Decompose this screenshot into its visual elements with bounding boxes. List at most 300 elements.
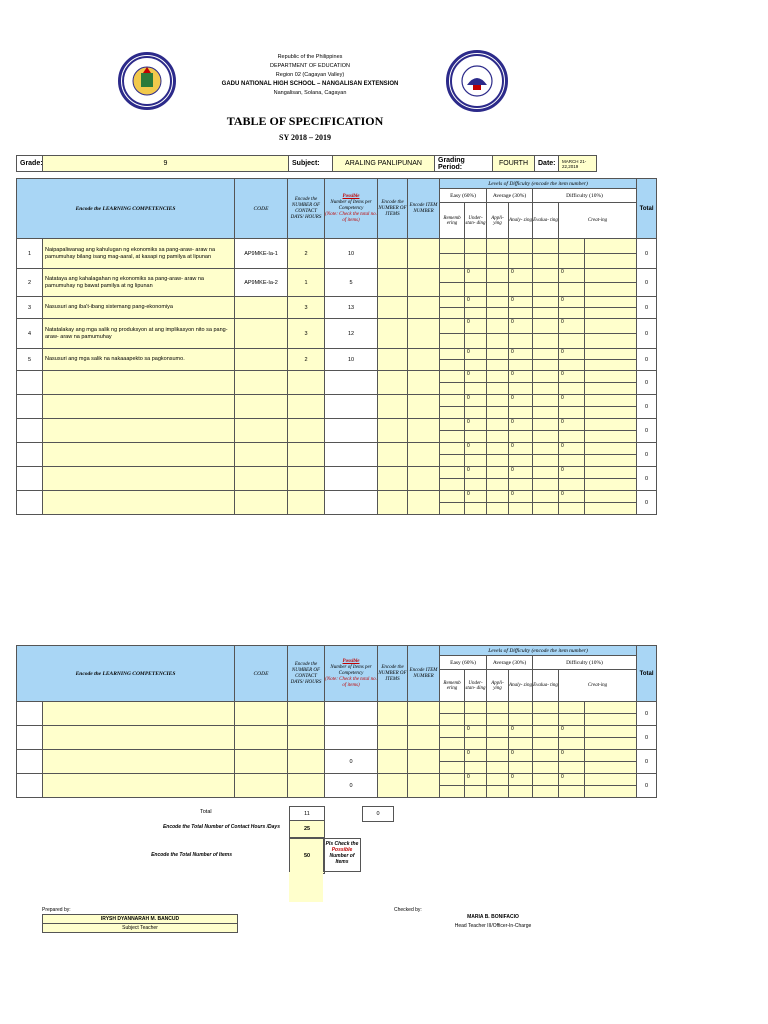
level-cell[interactable] — [509, 702, 533, 726]
blank-yellow-cell — [289, 872, 323, 902]
zero-marker: 0 — [561, 319, 564, 325]
code-cell[interactable] — [235, 774, 288, 798]
analyze-header: Analy- zing — [509, 203, 533, 239]
level-cell[interactable] — [559, 750, 585, 774]
zero-marker: 0 — [561, 349, 564, 355]
level-cell[interactable] — [533, 774, 559, 798]
row-total: 0 — [637, 726, 657, 750]
contact-hours-input[interactable]: 25 — [289, 820, 325, 838]
level-cell[interactable] — [487, 395, 509, 419]
days-cell[interactable] — [288, 371, 325, 395]
zero-marker: 0 — [511, 726, 514, 732]
item-number-cell[interactable] — [408, 419, 440, 443]
evaluate-header: Evalua- ting — [533, 203, 559, 239]
days-header: Encode the NUMBER OF CONTACT DAYS/ HOURS — [288, 179, 325, 239]
level-cell[interactable] — [509, 395, 533, 419]
num-items-header-2: Encode the NUMBER OF ITEMS — [378, 646, 408, 702]
zero-marker: 0 — [561, 297, 564, 303]
analyze-header-2: Analy- zing — [509, 670, 533, 702]
level-cell[interactable] — [559, 726, 585, 750]
item-number-cell[interactable] — [408, 297, 440, 319]
code-cell[interactable]: AP9MKE-Ia-2 — [235, 269, 288, 297]
level-cell[interactable] — [585, 491, 637, 515]
school-header — [190, 53, 430, 98]
zero-marker: 0 — [511, 269, 514, 275]
level-cell[interactable] — [487, 371, 509, 395]
table-row — [17, 269, 657, 297]
level-cell[interactable] — [509, 239, 533, 269]
prepared-name: IRYSH DYANNARAH M. BANCUD — [42, 914, 238, 924]
header-school: GADU NATIONAL HIGH SCHOOL – NANGALISAN EXTENSION — [221, 81, 399, 87]
code-cell[interactable] — [235, 702, 288, 726]
level-cell[interactable] — [487, 269, 509, 297]
num-items-cell[interactable] — [378, 750, 408, 774]
possible-cell — [325, 443, 378, 467]
deped-seal-icon — [449, 53, 505, 109]
table-row — [17, 239, 657, 269]
row-number — [17, 491, 43, 515]
code-cell[interactable] — [235, 395, 288, 419]
possible-cell: 10 — [325, 349, 378, 371]
days-cell[interactable]: 3 — [288, 297, 325, 319]
days-cell[interactable] — [288, 750, 325, 774]
table-row — [17, 395, 657, 419]
days-cell[interactable]: 1 — [288, 269, 325, 297]
level-cell[interactable] — [533, 297, 559, 319]
level-cell[interactable] — [585, 395, 637, 419]
competency-cell[interactable]: Natatalakay ang mga salik ng produksyon at ang implikasyon nito sa pang- araw- araw na pamumuhay — [43, 319, 235, 349]
code-cell[interactable] — [235, 726, 288, 750]
level-cell[interactable] — [487, 239, 509, 269]
level-cell[interactable] — [559, 702, 585, 726]
apply-header-2: Appli- ying — [487, 670, 509, 702]
level-cell[interactable] — [465, 419, 487, 443]
num-items-cell[interactable] — [378, 443, 408, 467]
level-cell[interactable] — [559, 467, 585, 491]
zero-marker: 0 — [511, 349, 514, 355]
item-number-header-2: Encode ITEM NUMBER — [408, 646, 440, 702]
level-cell[interactable] — [533, 726, 559, 750]
level-cell[interactable] — [509, 319, 533, 349]
num-items-cell[interactable] — [378, 349, 408, 371]
level-cell[interactable] — [585, 371, 637, 395]
zero-marker: 0 — [467, 349, 470, 355]
header-region: Region 02 (Cagayan Valley) — [275, 72, 345, 78]
total-header: Total — [637, 179, 657, 239]
row-number — [17, 443, 43, 467]
possible-cell — [325, 491, 378, 515]
level-cell[interactable] — [465, 726, 487, 750]
check-possible-note: Pls Check the Possible Number of Items — [323, 838, 361, 872]
date-value[interactable]: MARCH 21-22,2019 — [559, 156, 597, 172]
row-total: 0 — [637, 774, 657, 798]
level-cell[interactable] — [487, 726, 509, 750]
level-cell[interactable] — [440, 395, 465, 419]
remember-header-2: Rememb ering — [440, 670, 465, 702]
item-number-cell[interactable] — [408, 239, 440, 269]
level-cell[interactable] — [440, 750, 465, 774]
level-cell[interactable] — [533, 371, 559, 395]
code-cell[interactable] — [235, 750, 288, 774]
period-value[interactable]: FOURTH — [493, 156, 535, 172]
level-cell[interactable] — [509, 491, 533, 515]
create-header: Creat-ing — [559, 203, 637, 239]
level-cell[interactable] — [585, 297, 637, 319]
level-cell[interactable] — [585, 269, 637, 297]
level-cell[interactable] — [585, 467, 637, 491]
total-items-cell: 0 — [362, 806, 394, 822]
level-cell[interactable] — [533, 491, 559, 515]
apply-header: Appli- ying — [487, 203, 509, 239]
competency-cell[interactable]: Nasusuri ang iba't-ibang sistemang pang-ekonomiya — [43, 297, 235, 319]
item-number-cell[interactable] — [408, 726, 440, 750]
level-cell[interactable] — [440, 491, 465, 515]
zero-marker: 0 — [511, 491, 514, 497]
zero-marker: 0 — [561, 371, 564, 377]
date-label: Date: — [535, 156, 559, 172]
zero-marker: 0 — [511, 419, 514, 425]
competency-cell[interactable] — [43, 395, 235, 419]
row-total: 0 — [637, 419, 657, 443]
level-cell[interactable] — [440, 419, 465, 443]
create-header-2: Creat-ing — [559, 670, 637, 702]
level-cell[interactable] — [559, 349, 585, 371]
days-cell[interactable] — [288, 467, 325, 491]
possible-cell — [325, 726, 378, 750]
level-cell[interactable] — [465, 269, 487, 297]
level-cell[interactable] — [487, 750, 509, 774]
zero-marker: 0 — [467, 269, 470, 275]
level-cell[interactable] — [559, 443, 585, 467]
level-cell[interactable] — [487, 774, 509, 798]
num-items-cell[interactable] — [378, 269, 408, 297]
competency-cell[interactable]: Naipapaliwanag ang kahulugan ng ekonomiks sa pang-araw- araw na pamumuhay bilang isang mag-aaral, at kasapi ng pamilya at lipunan — [43, 239, 235, 269]
total-days-cell: 11 — [289, 806, 325, 822]
level-cell[interactable] — [440, 702, 465, 726]
days-cell[interactable] — [288, 419, 325, 443]
competency-cell[interactable] — [43, 774, 235, 798]
understand-header: Under- stan- ding — [465, 203, 487, 239]
zero-marker: 0 — [561, 443, 564, 449]
item-number-cell[interactable] — [408, 319, 440, 349]
num-items-cell[interactable] — [378, 419, 408, 443]
level-cell[interactable] — [465, 467, 487, 491]
row-total: 0 — [637, 702, 657, 726]
code-cell[interactable] — [235, 297, 288, 319]
level-cell[interactable] — [585, 349, 637, 371]
level-cell[interactable] — [440, 269, 465, 297]
code-cell[interactable] — [235, 467, 288, 491]
table-row — [17, 702, 657, 726]
level-cell[interactable] — [440, 319, 465, 349]
zero-marker: 0 — [561, 269, 564, 275]
level-cell[interactable] — [465, 750, 487, 774]
num-items-cell[interactable] — [378, 371, 408, 395]
table-row — [17, 349, 657, 371]
item-number-cell[interactable] — [408, 269, 440, 297]
zero-marker: 0 — [511, 371, 514, 377]
row-total: 0 — [637, 297, 657, 319]
level-cell[interactable] — [559, 419, 585, 443]
row-number — [17, 371, 43, 395]
item-number-cell[interactable] — [408, 702, 440, 726]
zero-marker: 0 — [467, 750, 470, 756]
level-cell[interactable] — [465, 395, 487, 419]
possible-header: Possible Number of Items per Competency (Note: Check the total no. of items) — [325, 179, 378, 239]
level-cell[interactable] — [465, 491, 487, 515]
level-cell[interactable] — [440, 297, 465, 319]
competency-cell[interactable]: Nasusuri ang mga salik na nakaaapekto sa pagkonsumo. — [43, 349, 235, 371]
difficult-header: Difficulty (10%) — [533, 189, 637, 203]
row-number — [17, 726, 43, 750]
level-cell[interactable] — [509, 726, 533, 750]
days-header-2: Encode the NUMBER OF CONTACT DAYS/ HOURS — [288, 646, 325, 702]
total-label: Total — [200, 809, 212, 815]
competency-cell[interactable] — [43, 726, 235, 750]
days-cell[interactable]: 2 — [288, 349, 325, 371]
grade-label: Grade: — [17, 156, 43, 172]
level-cell[interactable] — [533, 269, 559, 297]
zero-marker: 0 — [561, 491, 564, 497]
zero-marker: 0 — [561, 750, 564, 756]
num-items-cell[interactable] — [378, 467, 408, 491]
row-number — [17, 702, 43, 726]
zero-marker: 0 — [467, 467, 470, 473]
row-total: 0 — [637, 395, 657, 419]
competency-cell[interactable] — [43, 702, 235, 726]
possible-cell — [325, 702, 378, 726]
understand-header-2: Under- stan- ding — [465, 670, 487, 702]
level-cell[interactable] — [559, 395, 585, 419]
possible-cell — [325, 419, 378, 443]
level-cell[interactable] — [533, 702, 559, 726]
average-header: Average (30%) — [487, 189, 533, 203]
row-number — [17, 419, 43, 443]
competency-cell[interactable] — [43, 419, 235, 443]
item-number-header: Encode ITEM NUMBER — [408, 179, 440, 239]
zero-marker: 0 — [561, 419, 564, 425]
days-cell[interactable]: 3 — [288, 319, 325, 349]
difficult-header-2: Difficulty (10%) — [533, 656, 637, 670]
level-cell[interactable] — [559, 319, 585, 349]
competency-cell[interactable]: Natataya ang kahalagahan ng ekonomiks sa pang-araw- araw na pamumuhay ng bawat pamilya at ng lipunan — [43, 269, 235, 297]
row-number — [17, 774, 43, 798]
item-number-cell[interactable] — [408, 349, 440, 371]
header-department: DEPARTMENT OF EDUCATION — [270, 63, 350, 69]
level-cell[interactable] — [509, 750, 533, 774]
level-cell[interactable] — [440, 239, 465, 269]
level-cell[interactable] — [533, 349, 559, 371]
item-number-cell[interactable] — [408, 371, 440, 395]
level-cell[interactable] — [440, 467, 465, 491]
table-row — [17, 774, 657, 798]
zero-marker: 0 — [561, 395, 564, 401]
table-row — [17, 371, 657, 395]
num-items-cell[interactable] — [378, 491, 408, 515]
level-cell[interactable] — [487, 297, 509, 319]
level-cell[interactable] — [440, 443, 465, 467]
level-cell[interactable] — [559, 371, 585, 395]
level-cell[interactable] — [585, 702, 637, 726]
num-items-cell[interactable] — [378, 319, 408, 349]
item-number-cell[interactable] — [408, 395, 440, 419]
zero-marker: 0 — [511, 774, 514, 780]
table-row — [17, 319, 657, 349]
level-cell[interactable] — [465, 239, 487, 269]
level-cell[interactable] — [559, 774, 585, 798]
days-cell[interactable] — [288, 702, 325, 726]
code-cell[interactable] — [235, 491, 288, 515]
level-cell[interactable] — [509, 269, 533, 297]
days-cell[interactable] — [288, 395, 325, 419]
code-cell[interactable] — [235, 319, 288, 349]
num-items-cell[interactable] — [378, 297, 408, 319]
code-cell[interactable]: AP9MKE-Ia-1 — [235, 239, 288, 269]
item-number-cell[interactable] — [408, 491, 440, 515]
table-row — [17, 443, 657, 467]
level-cell[interactable] — [509, 419, 533, 443]
level-cell[interactable] — [559, 491, 585, 515]
info-bar — [16, 155, 597, 172]
table-row — [17, 491, 657, 515]
level-cell[interactable] — [440, 371, 465, 395]
num-items-cell[interactable] — [378, 726, 408, 750]
level-cell[interactable] — [559, 239, 585, 269]
days-cell[interactable] — [288, 726, 325, 750]
level-cell[interactable] — [585, 726, 637, 750]
zero-marker: 0 — [467, 726, 470, 732]
level-cell[interactable] — [440, 774, 465, 798]
zero-marker: 0 — [511, 750, 514, 756]
level-cell[interactable] — [533, 395, 559, 419]
level-cell[interactable] — [509, 349, 533, 371]
level-cell[interactable] — [487, 419, 509, 443]
zero-marker: 0 — [467, 319, 470, 325]
level-cell[interactable] — [509, 467, 533, 491]
level-cell[interactable] — [465, 443, 487, 467]
code-cell[interactable] — [235, 371, 288, 395]
zero-marker: 0 — [467, 774, 470, 780]
num-items-header: Encode the NUMBER OF ITEMS — [378, 179, 408, 239]
level-cell[interactable] — [487, 702, 509, 726]
zero-marker: 0 — [467, 297, 470, 303]
level-cell[interactable] — [440, 349, 465, 371]
level-cell[interactable] — [559, 269, 585, 297]
days-cell[interactable]: 2 — [288, 239, 325, 269]
level-cell[interactable] — [585, 750, 637, 774]
level-cell[interactable] — [533, 419, 559, 443]
header-republic: Republic of the Philippines — [277, 54, 343, 60]
possible-cell — [325, 467, 378, 491]
level-cell[interactable] — [533, 319, 559, 349]
level-cell[interactable] — [585, 419, 637, 443]
level-cell[interactable] — [465, 319, 487, 349]
zero-marker: 0 — [467, 443, 470, 449]
subject-value[interactable]: ARALING PANLIPUNAN — [333, 156, 435, 172]
possible-header-2: Possible Number of Items per Competency (Note: Check the total no. of items) — [325, 646, 378, 702]
num-items-cell[interactable] — [378, 774, 408, 798]
days-cell[interactable] — [288, 443, 325, 467]
item-number-cell[interactable] — [408, 443, 440, 467]
level-cell[interactable] — [509, 443, 533, 467]
item-number-cell[interactable] — [408, 750, 440, 774]
level-cell[interactable] — [585, 239, 637, 269]
level-cell[interactable] — [465, 349, 487, 371]
row-total: 0 — [637, 750, 657, 774]
zero-marker: 0 — [511, 297, 514, 303]
level-cell[interactable] — [585, 774, 637, 798]
school-seal-logo — [118, 52, 176, 110]
competency-cell[interactable] — [43, 491, 235, 515]
level-cell[interactable] — [465, 297, 487, 319]
level-cell[interactable] — [559, 297, 585, 319]
level-cell[interactable] — [465, 702, 487, 726]
zero-marker: 0 — [467, 491, 470, 497]
level-cell[interactable] — [487, 467, 509, 491]
level-cell[interactable] — [533, 750, 559, 774]
level-cell[interactable] — [465, 371, 487, 395]
zero-marker: 0 — [511, 395, 514, 401]
total-items-input[interactable]: 50 — [289, 838, 325, 874]
level-cell[interactable] — [487, 349, 509, 371]
zero-marker: 0 — [467, 371, 470, 377]
item-number-cell[interactable] — [408, 774, 440, 798]
row-total: 0 — [637, 491, 657, 515]
competency-cell[interactable] — [43, 750, 235, 774]
table-row — [17, 297, 657, 319]
prepared-label: Prepared by: — [42, 907, 71, 913]
level-cell[interactable] — [440, 726, 465, 750]
checked-label: Checked by: — [394, 907, 422, 913]
level-cell[interactable] — [533, 443, 559, 467]
possible-cell — [325, 395, 378, 419]
level-cell[interactable] — [509, 297, 533, 319]
level-cell[interactable] — [585, 319, 637, 349]
level-cell[interactable] — [487, 491, 509, 515]
code-cell[interactable] — [235, 419, 288, 443]
contact-hours-label: Encode the Total Number of Contact Hours /Days — [162, 824, 280, 830]
level-cell[interactable] — [533, 239, 559, 269]
num-items-cell[interactable] — [378, 239, 408, 269]
days-cell[interactable] — [288, 774, 325, 798]
competency-cell[interactable] — [43, 371, 235, 395]
item-number-cell[interactable] — [408, 467, 440, 491]
grade-value[interactable]: 9 — [43, 156, 289, 172]
level-cell[interactable] — [465, 774, 487, 798]
competency-cell[interactable] — [43, 467, 235, 491]
level-cell[interactable] — [509, 774, 533, 798]
level-cell[interactable] — [487, 319, 509, 349]
zero-marker: 0 — [511, 467, 514, 473]
row-number — [17, 467, 43, 491]
code-cell[interactable] — [235, 443, 288, 467]
days-cell[interactable] — [288, 491, 325, 515]
level-cell[interactable] — [533, 467, 559, 491]
num-items-cell[interactable] — [378, 702, 408, 726]
row-number: 3 — [17, 297, 43, 319]
level-cell[interactable] — [585, 443, 637, 467]
level-cell[interactable] — [509, 371, 533, 395]
level-cell[interactable] — [487, 443, 509, 467]
code-cell[interactable] — [235, 349, 288, 371]
zero-marker: 0 — [561, 726, 564, 732]
zero-marker: 0 — [467, 395, 470, 401]
competency-cell[interactable] — [43, 443, 235, 467]
table-row — [17, 467, 657, 491]
possible-cell: 13 — [325, 297, 378, 319]
num-items-cell[interactable] — [378, 395, 408, 419]
deped-seal-logo — [446, 50, 508, 112]
